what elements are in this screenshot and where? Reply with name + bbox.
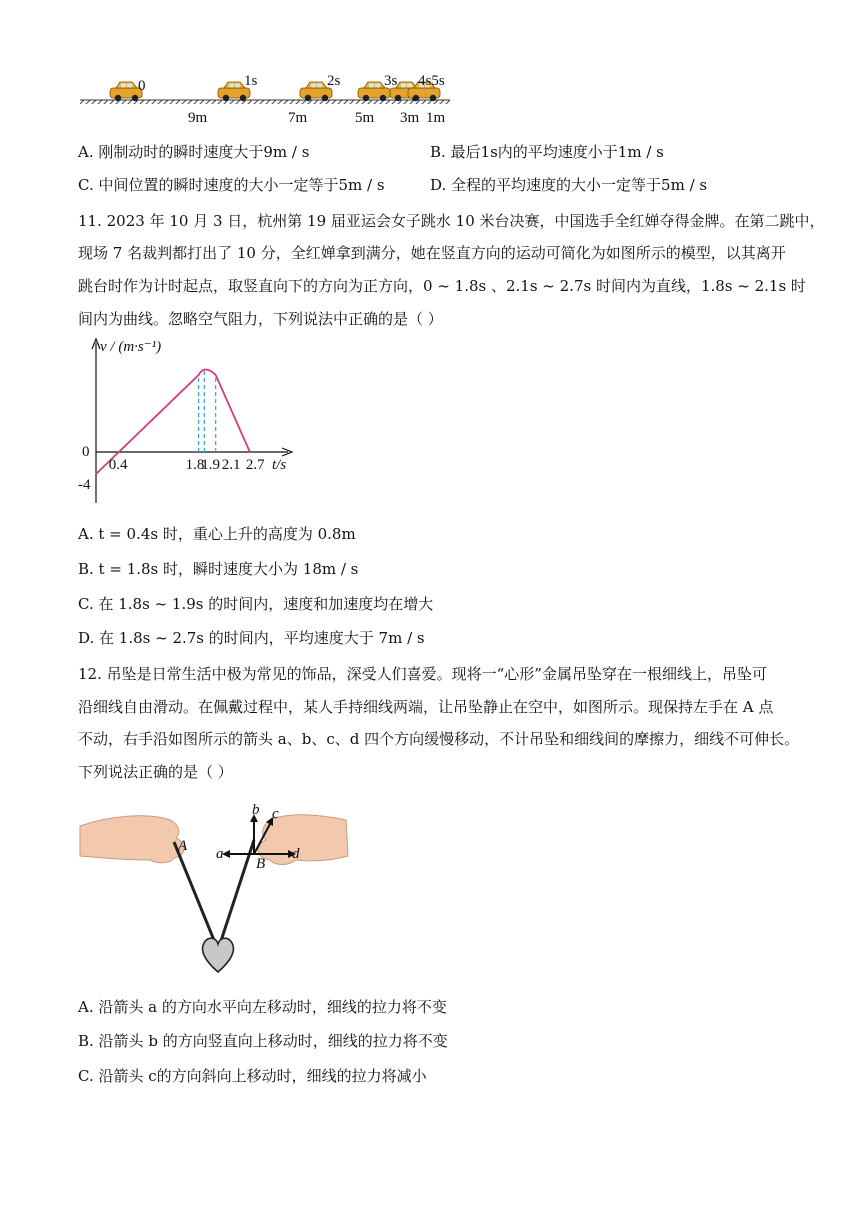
x-axis-label: t/s [272,457,287,473]
x-tick-label: 2.7 [245,457,265,473]
q11-stem-line: 11. 2023 年 10 月 3 日，杭州第 19 届亚运会女子跳水 10 米台决赛，中国选手全红婵夺得金牌。在第二跳中， [78,212,825,230]
y-tick-label: 0 [82,444,90,460]
point-a-label: A [178,838,188,854]
y-axis-label: v / (m·s⁻¹) [100,339,162,355]
distance-label: 5m [355,110,375,126]
q12-option-c[interactable]: C. 沿箭头 c的方向斜向上移动时，细线的拉力将减小 [78,1067,427,1085]
q12-stem-line: 不动，右手沿如图所示的箭头 a、b、c、d 四个方向缓慢移动，不计吊坠和细线间的摩擦力，细线不可伸长。 [78,730,800,748]
x-tick-label: 2.1 [221,457,241,473]
arrow-a-label: a [216,846,224,862]
distance-label: 7m [288,110,308,126]
time-label: 4s5s [418,73,445,89]
distance-label: 9m [188,110,208,126]
velocity-time-chart [78,335,308,515]
q12-option-b[interactable]: B. 沿箭头 b 的方向竖直向上移动时，细线的拉力将不变 [78,1032,448,1050]
arrow-c-label: c [272,806,279,822]
arrow-b-label: b [252,802,260,818]
pendant-figure [78,798,368,978]
q12-option-a[interactable]: A. 沿箭头 a 的方向水平向左移动时，细线的拉力将不变 [78,998,447,1016]
q12-stem-line: 下列说法正确的是（ ） [78,763,233,781]
q12-stem-line: 12. 吊坠是日常生活中极为常见的饰品，深受人们喜爱。现将一“心形”金属吊坠穿在一根细线上，吊坠可 [78,665,767,683]
q10-option-a[interactable]: A. 刚制动时的瞬时速度大于9m / s [78,143,310,161]
q10-option-d[interactable]: D. 全程的平均速度的大小一定等于5m / s [430,176,708,194]
q11-option-b[interactable]: B. t = 1.8s 时，瞬时速度大小为 18m / s [78,560,359,578]
q10-option-b[interactable]: B. 最后1s内的平均速度小于1m / s [430,143,664,161]
x-tick-label: 0.4 [108,457,128,473]
left-hand-icon [80,816,184,863]
q11-option-a[interactable]: A. t = 0.4s 时，重心上升的高度为 0.8m [78,525,356,543]
q11-option-d[interactable]: D. 在 1.8s ~ 2.7s 的时间内，平均速度大于 7m / s [78,629,425,647]
x-tick-label: 1.9 [201,457,221,473]
q10-option-c[interactable]: C. 中间位置的瞬时速度的大小一定等于5m / s [78,176,385,194]
q12-stem-line: 沿细线自由滑动。在佩戴过程中，某人手持细线两端，让吊坠静止在空中，如图所示。现保持左手在 A 点 [78,698,774,716]
time-label: 2s [327,73,341,89]
time-label: 1s [244,73,258,89]
heart-pendant-icon [203,938,234,972]
arrow-d-label: d [292,846,300,862]
x-tick-label: 1.8 [185,457,205,473]
q11-option-c[interactable]: C. 在 1.8s ~ 1.9s 的时间内，速度和加速度均在增大 [78,595,434,613]
string-line [174,840,254,950]
q11-stem-line: 间内为曲线。忽略空气阻力，下列说法中正确的是（ ） [78,310,443,328]
point-b-label: B [256,856,266,872]
y-tick-label: -4 [78,477,91,493]
time-label: 3s [384,73,398,89]
car-braking-figure [78,70,458,128]
q11-stem-line: 现场 7 名裁判都打出了 10 分，全红婵拿到满分，她在竖直方向的运动可简化为如图所示的模型，以其离开 [78,244,786,262]
distance-label: 1m [426,110,446,126]
distance-label: 3m [400,110,420,126]
q11-stem-line: 跳台时作为计时起点，取竖直向下的方向为正方向，0 ~ 1.8s 、2.1s ~ 2.7s 时间内为直线，1.8s ~ 2.1s 时 [78,277,806,295]
time-label: 0 [138,78,146,94]
